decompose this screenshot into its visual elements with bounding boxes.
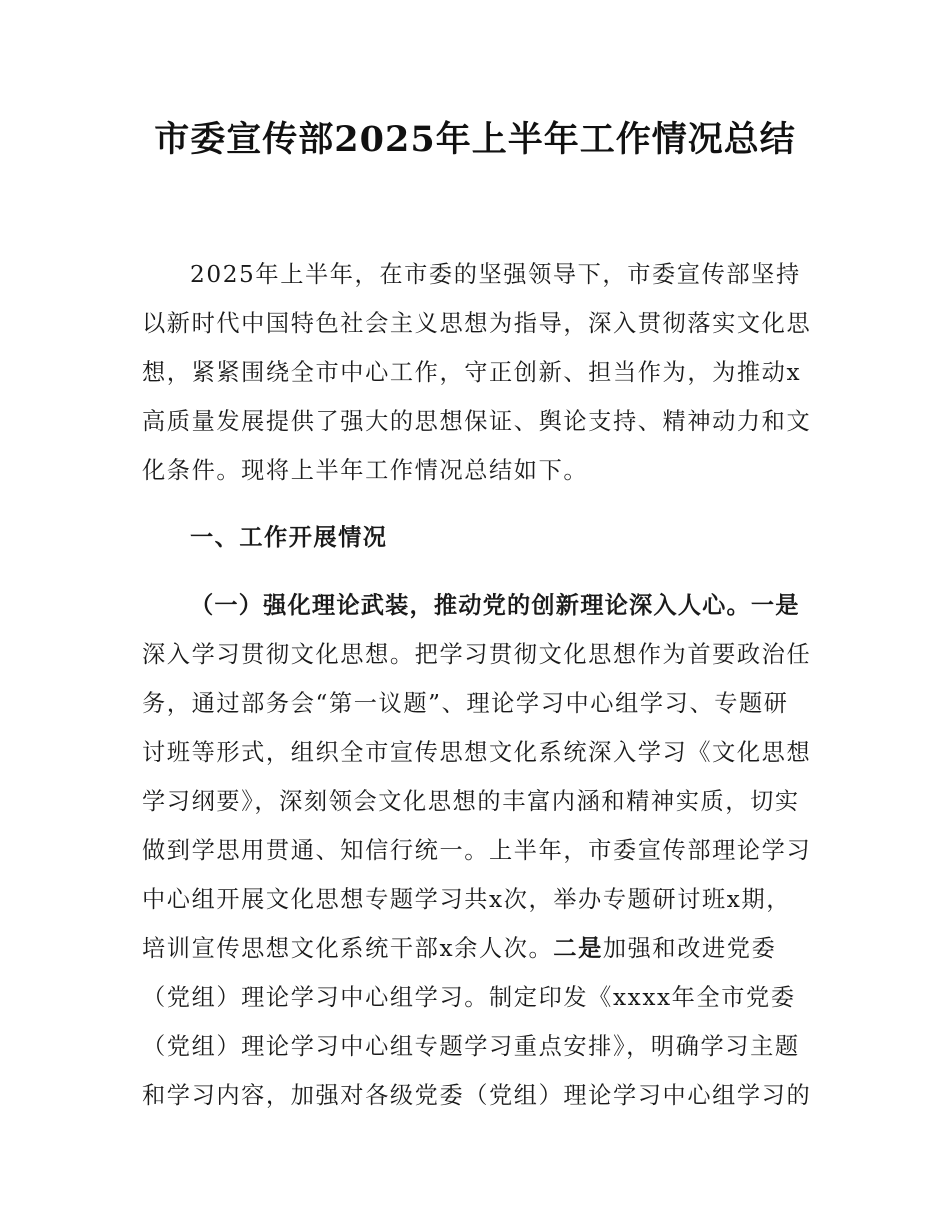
section-heading-wrapper — [142, 513, 812, 562]
paragraph-line: 深入学习贯彻文化思想。把学习贯彻文化思想作为首要政治任 — [142, 641, 812, 668]
paragraph-line: 中心组开展文化思想专题学习共x次，举办专题研讨班x期， — [142, 886, 792, 913]
paragraph-line: 讨班等形式，组织全市宣传思想文化系统深入学习《文化思想 — [142, 739, 812, 766]
paragraph-line: 做到学思用贯通、知信行统一。上半年，市委宣传部理论学习 — [142, 837, 812, 864]
lead-phrase-two: 二是 — [553, 935, 603, 962]
intro-line: 高质量发展提供了强大的思想保证、舆论支持、精神动力和文 — [142, 408, 812, 435]
paragraph-line: 务，通过部务会“第一议题”、理论学习中心组学习、专题研 — [142, 690, 789, 717]
paragraph-line — [142, 924, 812, 973]
document-title: 市委宣传部2025年上半年工作情况总结 — [154, 119, 796, 160]
intro-line: 以新时代中国特色社会主义思想为指导，深入贯彻落实文化思 — [142, 310, 812, 337]
paragraph-line: （党组）理论学习中心组专题学习重点安排》，明确学习主题 — [142, 1033, 800, 1060]
intro-line: 想，紧紧围绕全市中心工作，守正创新、担当作为，为推动x — [142, 359, 802, 386]
paragraph-line: 学习纲要》，深刻领会文化思想的丰富内涵和精神实质，切实 — [142, 788, 800, 815]
intro-line: 2025年上半年，在市委的坚强领导下，市委宣传部坚持 — [190, 261, 801, 288]
subsection-first-line — [142, 581, 812, 630]
lead-phrase-one: 一是 — [750, 592, 800, 619]
subsection-one-paragraph — [142, 581, 812, 1120]
line-segment: 加强和改进党委 — [602, 935, 777, 962]
subsection-one-heading: （一）强化理论武装，推动党的创新理论深入人心。 — [190, 592, 751, 619]
line-segment: 培训宣传思想文化系统干部x余人次。 — [142, 935, 554, 962]
section-one-heading: 一、工作开展情况 — [190, 524, 388, 551]
intro-line: 化条件。现将上半年工作情况总结如下。 — [142, 457, 589, 484]
paragraph-line: （党组）理论学习中心组学习。制定印发《xxxx年全市党委 — [142, 984, 796, 1011]
paragraph-line: 和学习内容，加强对各级党委（党组）理论学习中心组学习的 — [142, 1082, 812, 1109]
intro-paragraph — [142, 250, 812, 495]
